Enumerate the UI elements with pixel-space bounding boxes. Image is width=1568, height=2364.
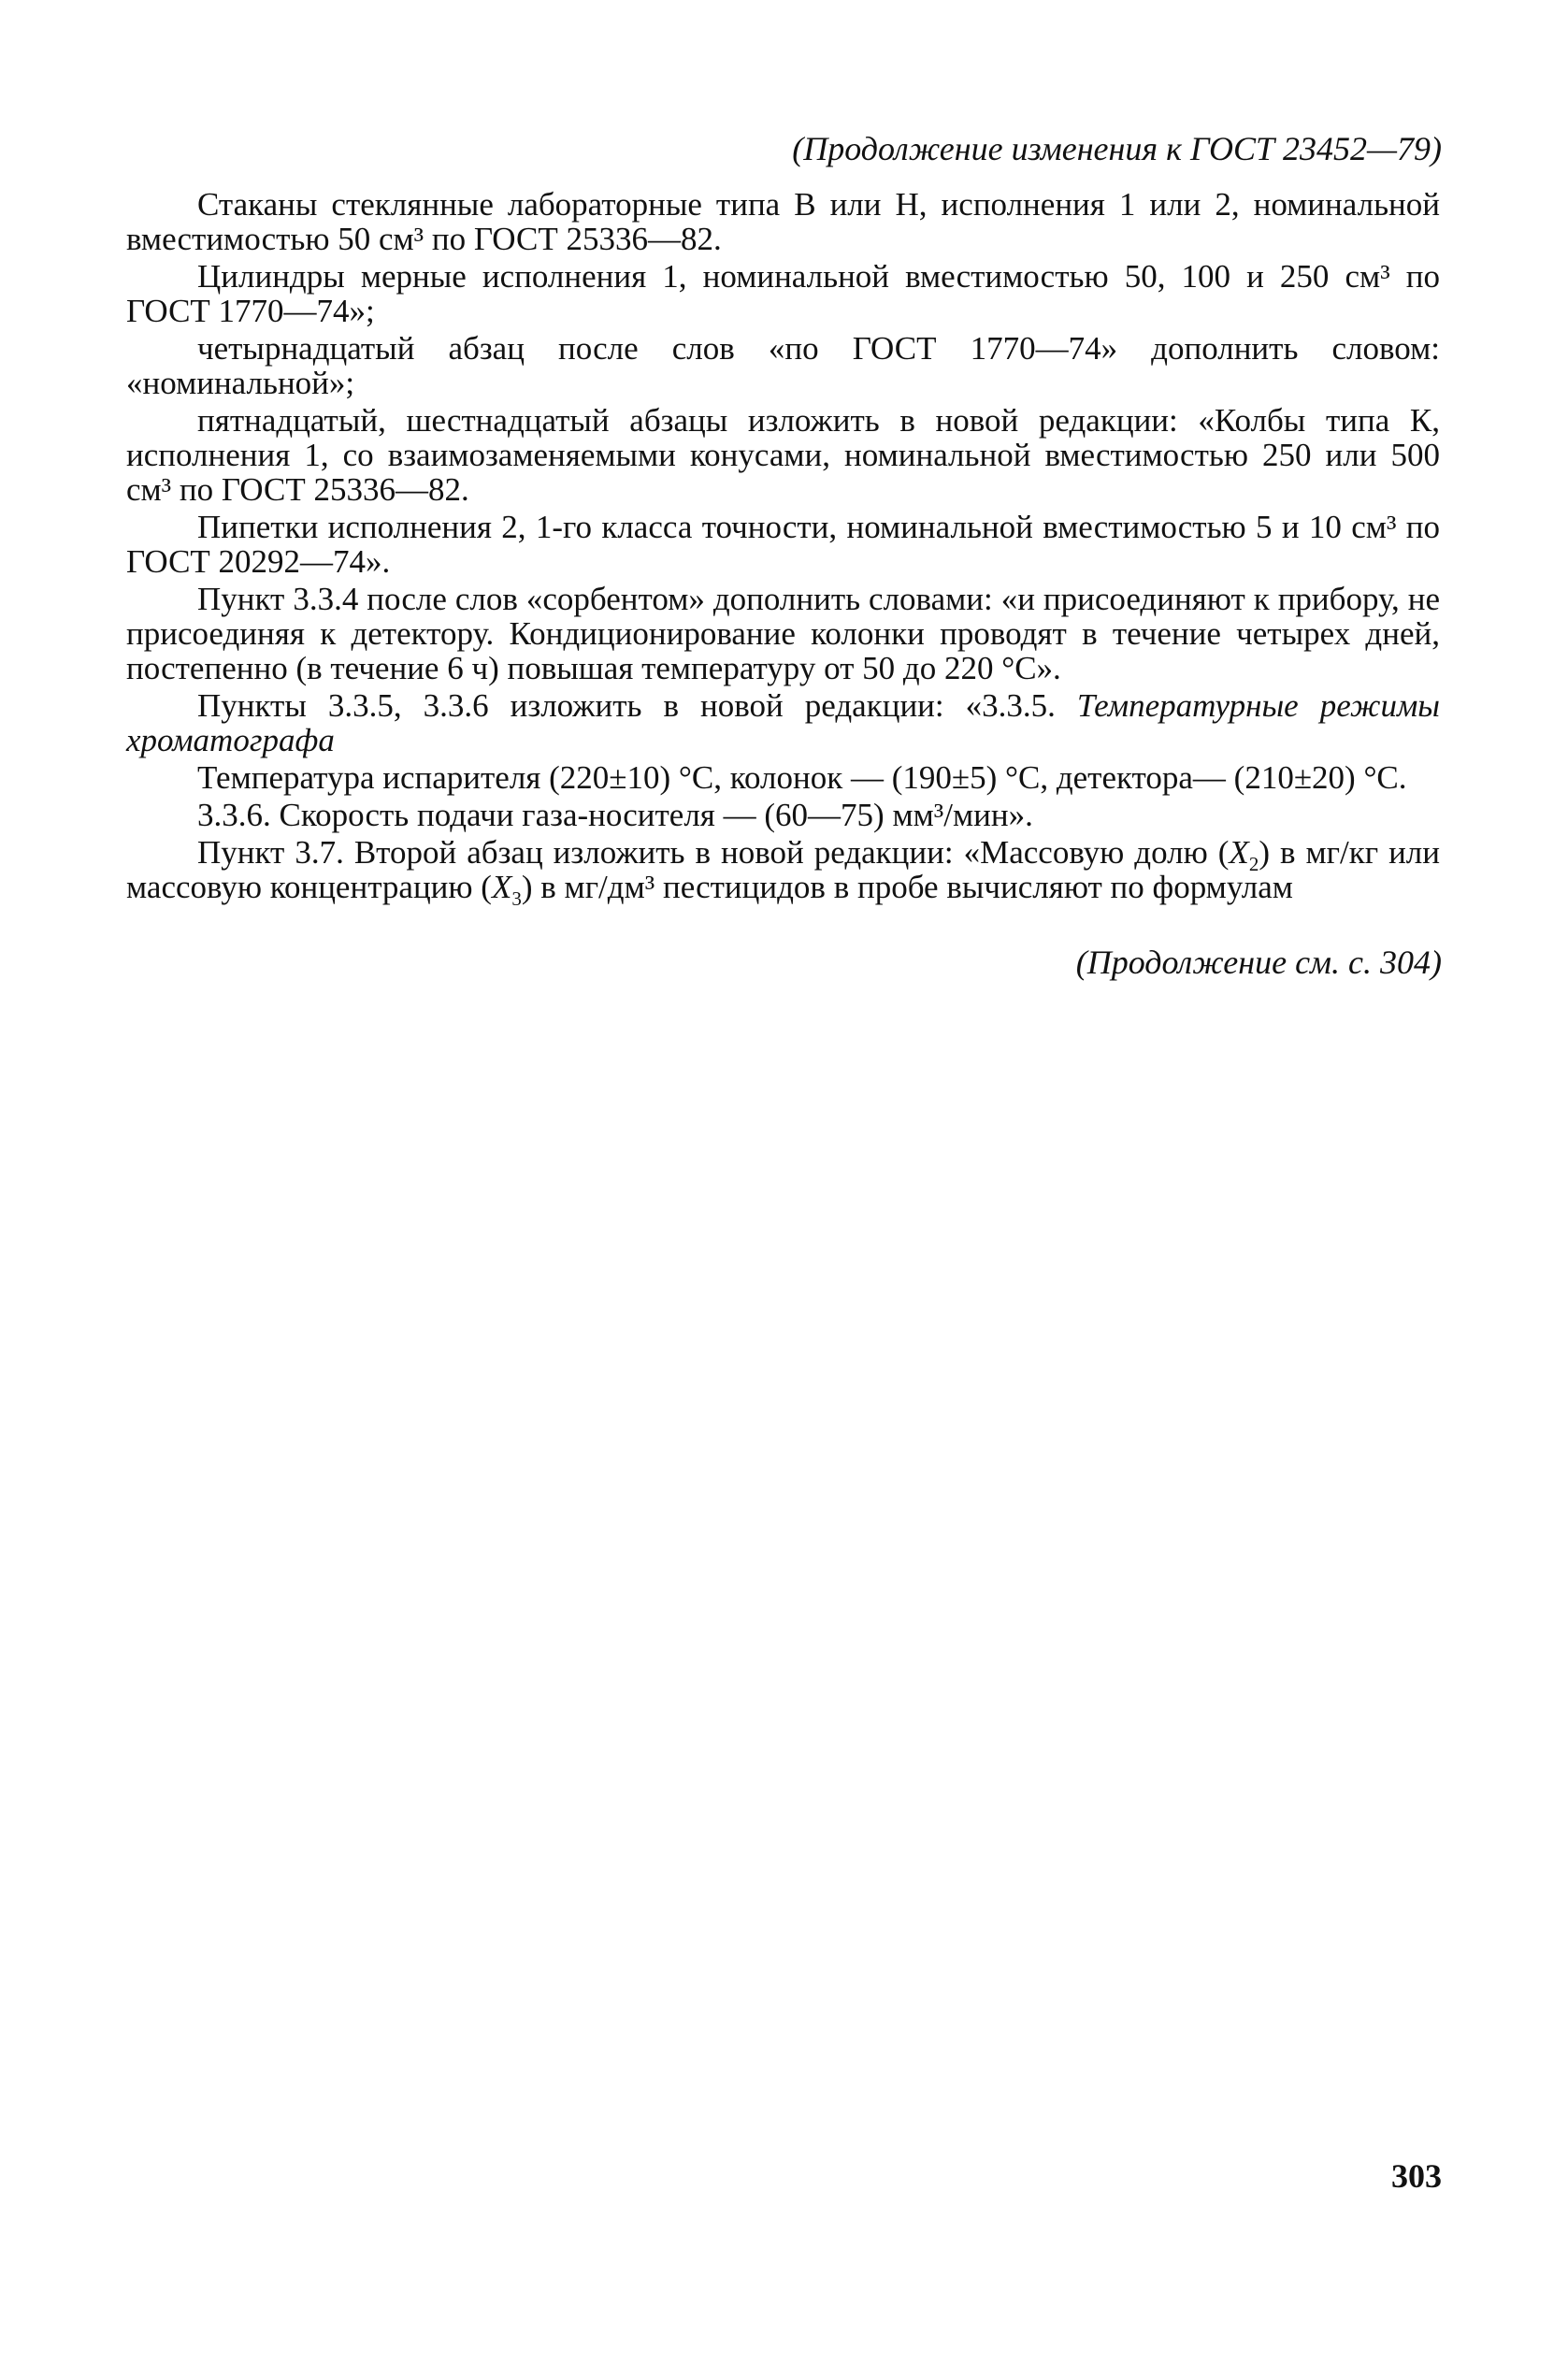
paragraph-temperature: Температура испарителя (220±10) °С, колонок — (190±5) °С, детектора— (210±20) °С. [197, 759, 1407, 796]
paragraph-pipettes: Пипетки исполнения 2, 1-го класса точности, номинальной вместимостью 5 и 10 см³ по ГОСТ 20292—74». [126, 509, 1440, 580]
paragraph-336: 3.3.6. Скорость подачи газа-носителя — (60—75) мм³/мин». [197, 797, 1033, 833]
header-continuation: (Продолжение изменения к ГОСТ 23452—79) [792, 130, 1442, 167]
paragraph-37-part1: Пункт 3.7. Второй абзац изложить в новой редакции: «Массовую долю ( [197, 834, 1230, 871]
variable-x2-subscript: 2 [1248, 853, 1259, 875]
paragraph-335-title: Температурные режимы хроматографа [126, 687, 1440, 758]
footer-continuation: (Продолжение см. с. 304) [1075, 944, 1442, 981]
paragraph-335 [126, 688, 1440, 757]
variable-x2: X [1229, 834, 1249, 871]
variable-x3-subscript: 3 [511, 887, 522, 910]
document-body [126, 186, 1441, 910]
paragraph-37 [126, 834, 1441, 910]
paragraph-334: Пункт 3.3.4 после слов «сорбентом» дополнить словами: «и присоединяют к прибору, не присоединяя к детектору. Кондиционирование колонки проводят в течение четырех дней, постепенно (в течение 6 ч) повышая температуру от 50 до 220 °С». [126, 581, 1440, 686]
paragraph-fourteenth: четырнадцатый абзац после слов «по ГОСТ 1770—74» дополнить словом: «номинальной»; [126, 330, 1440, 401]
paragraph-fifteenth-sixteenth: пятнадцатый, шестнадцатый абзацы изложить в новой редакции: «Колбы типа К, исполнения 1, со взаимозаменяемыми конусами, номинальной вместимостью 250 или 500 см³ по ГОСТ 25336—82. [126, 402, 1440, 508]
page-number: 303 [1391, 2157, 1442, 2195]
paragraph-37-part2: ) в мг/кг или массовую концентрацию ( [126, 834, 1441, 905]
paragraph-beakers: Стаканы стеклянные лабораторные типа В или Н, исполнения 1 или 2, номинальной вместимостью 50 см³ по ГОСТ 25336—82. [126, 186, 1440, 257]
paragraph-335-lead: Пункты 3.3.5, 3.3.6 изложить в новой редакции: «3.3.5. [197, 687, 1077, 724]
paragraph-37-part3: ) в мг/дм³ пестицидов в пробе вычисляют по формулам [521, 869, 1293, 905]
variable-x3: X [491, 869, 512, 905]
paragraph-cylinders: Цилиндры мерные исполнения 1, номинальной вместимостью 50, 100 и 250 см³ по ГОСТ 1770—74»; [126, 258, 1440, 329]
